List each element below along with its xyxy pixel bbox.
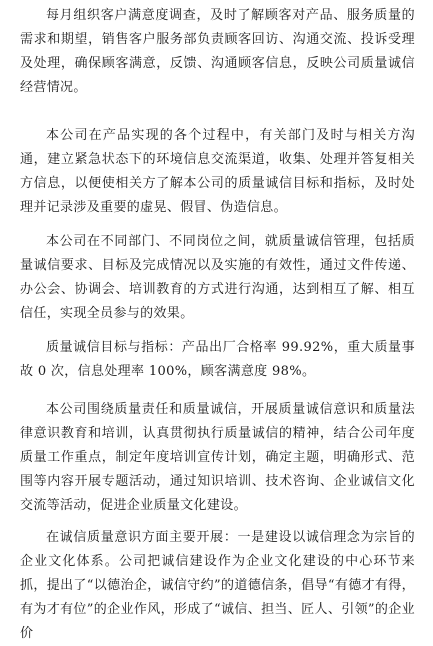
paragraph-internal-communication: 本公司在不同部门、不同岗位之间，就质量诚信管理，包括质量诚信要求、目标及完成情况以及实施的有效性，通过文件传递、办公会、协调会、培训教育的方式进行沟通，达到相互了解、相互信任，实现全员参与的效果。 bbox=[20, 234, 415, 321]
paragraph-integrity-awareness: 在诚信质量意识方面主要开展：一是建设以诚信理念为宗旨的企业文化体系。公司把诚信建设作为企业文化建设的中心环节来抓，提出了“以德治企，诚信守约”的道德信条，倡导“有德才有得，有为才有位”的企业作风，形成了“诚信、担当、匠人、引领”的企业价 bbox=[20, 530, 415, 641]
paragraph-quality-targets: 质量诚信目标与指标：产品出厂合格率 99.92%，重大质量事故 0 次，信息处理率 100%，顾客满意度 98%。 bbox=[20, 340, 415, 379]
paragraph-customer-satisfaction: 每月组织客户满意度调查，及时了解顾客对产品、服务质量的需求和期望，销售客户服务部负责顾客回访、沟通交流、投诉受理及处理，确保顾客满意，反馈、沟通顾客信息，反映公司质量诚信经营情况。 bbox=[20, 8, 415, 95]
paragraph-training: 本公司围绕质量责任和质量诚信，开展质量诚信意识和质量法律意识教育和培训，认真贯彻执行质量诚信的精神，结合公司年度质量工作重点，制定年度培训宣传计划，确定主题，明确形式、范围等内容开展专题活动，通过知识培训、技术咨询、企业诚信文化交流等活动，促进企业质量文化建设。 bbox=[20, 402, 415, 513]
paragraph-external-communication: 本公司在产品实现的各个过程中，有关部门及时与相关方沟通，建立紧急状态下的环境信息交流渠道，收集、处理并答复相关方信息，以便使相关方了解本公司的质量诚信目标和指标，及时处理并记录涉及重要的虚晃、假冒、伪造信息。 bbox=[20, 128, 415, 215]
